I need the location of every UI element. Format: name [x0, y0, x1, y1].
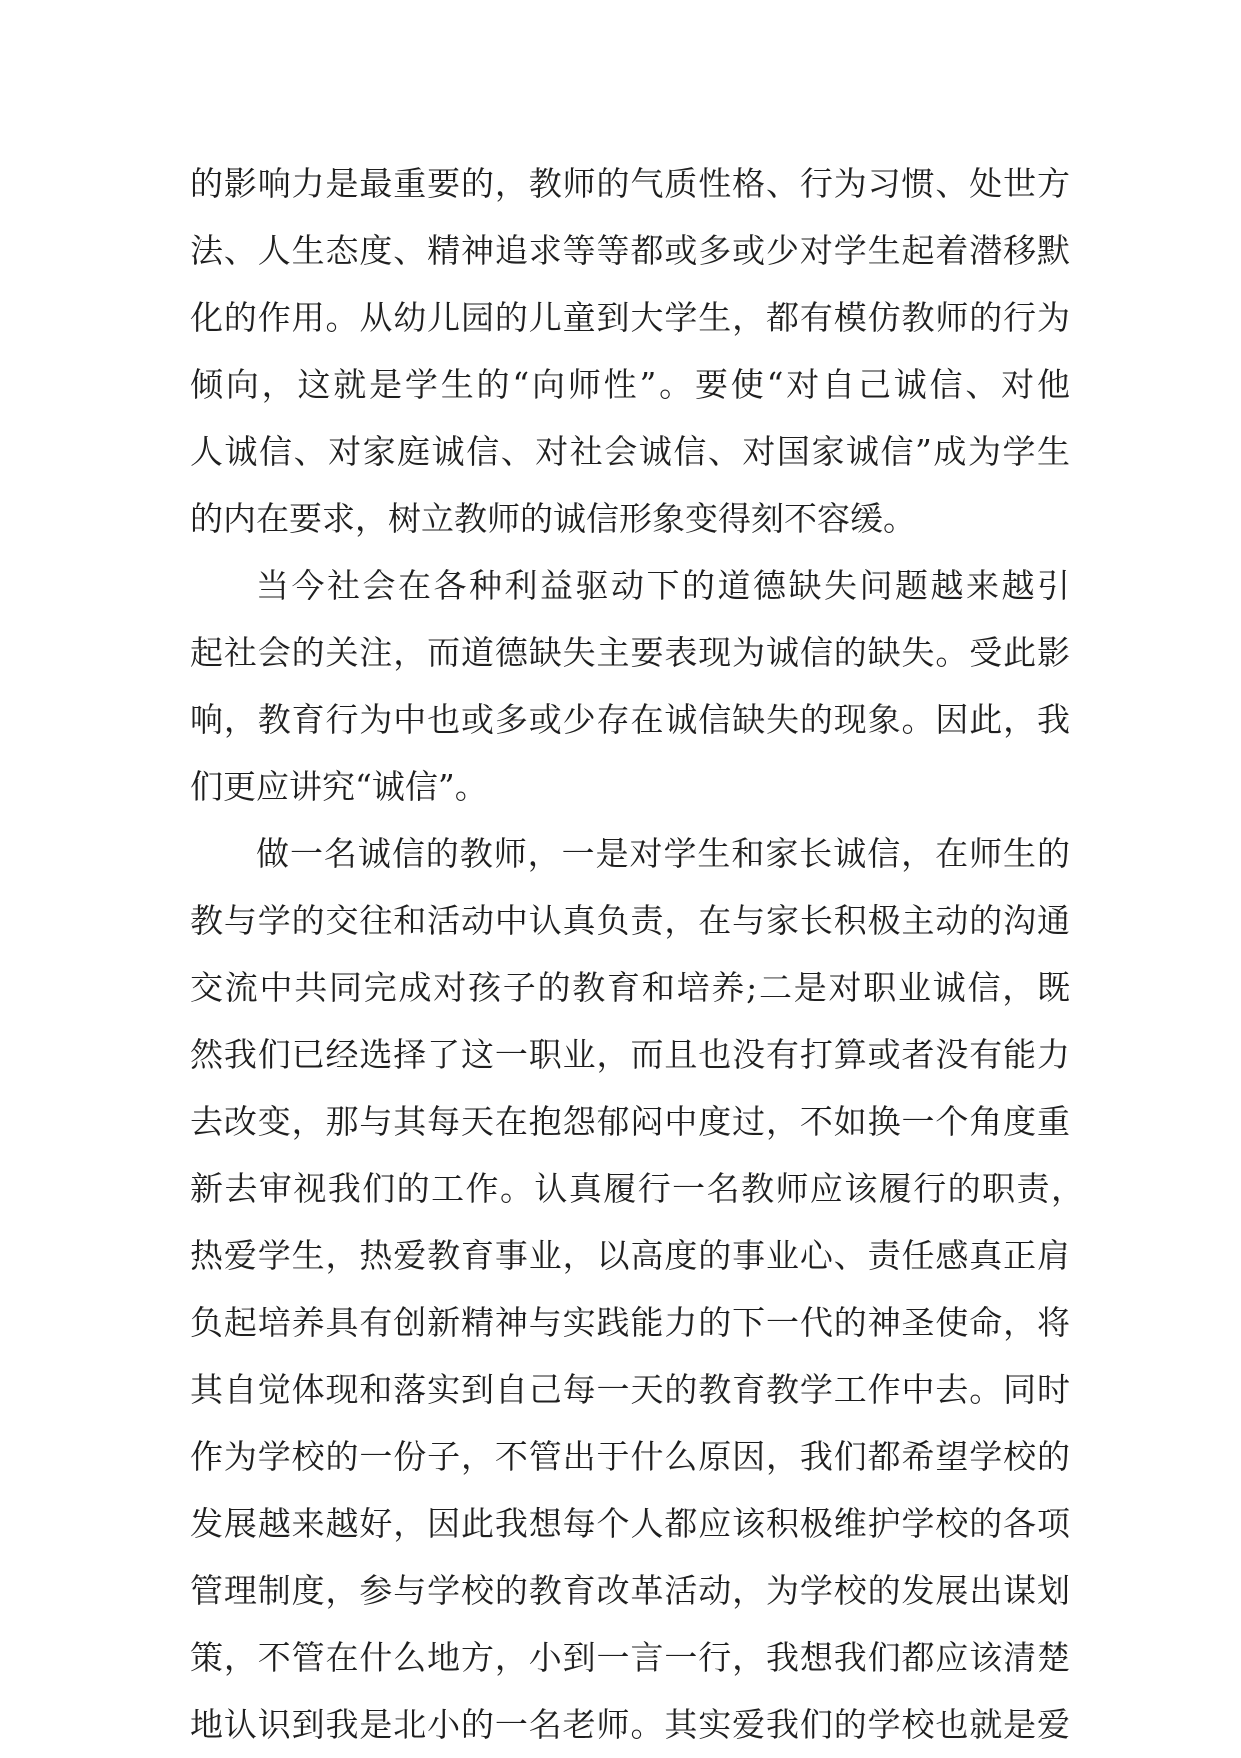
text-line: 去改变，那与其每天在抱怨郁闷中度过，不如换一个角度重 [190, 1102, 1070, 1141]
text-line: 起社会的关注，而道德缺失主要表现为诚信的缺失。受此影 [190, 633, 1070, 672]
text-line: 负起培养具有创新精神与实践能力的下一代的神圣使命，将 [190, 1303, 1070, 1342]
text-line: 人诚信、对家庭诚信、对社会诚信、对国家诚信”成为学生 [190, 432, 1070, 471]
text-line: 热爱学生，热爱教育事业，以高度的事业心、责任感真正肩 [190, 1236, 1070, 1275]
text-line: 倾向，这就是学生的“向师性”。要使“对自己诚信、对他 [190, 365, 1070, 404]
text-line: 当今社会在各种利益驱动下的道德缺失问题越来越引 [256, 566, 1070, 605]
text-line: 法、人生态度、精神追求等等都或多或少对学生起着潜移默 [190, 231, 1070, 270]
text-line: 其自觉体现和落实到自己每一天的教育教学工作中去。同时 [190, 1370, 1070, 1409]
text-line: 策，不管在什么地方，小到一言一行，我想我们都应该清楚 [190, 1638, 1070, 1677]
text-line: 地认识到我是北小的一名老师。其实爱我们的学校也就是爱 [190, 1705, 1070, 1744]
text-line: 然我们已经选择了这一职业，而且也没有打算或者没有能力 [190, 1035, 1070, 1074]
text-line: 管理制度，参与学校的教育改革活动，为学校的发展出谋划 [190, 1571, 1070, 1610]
text-line: 教与学的交往和活动中认真负责，在与家长积极主动的沟通 [190, 901, 1070, 940]
text-line: 新去审视我们的工作。认真履行一名教师应该履行的职责， [190, 1169, 1084, 1208]
text-line: 作为学校的一份子，不管出于什么原因，我们都希望学校的 [190, 1437, 1070, 1476]
text-line: 发展越来越好，因此我想每个人都应该积极维护学校的各项 [190, 1504, 1070, 1543]
text-line: 化的作用。从幼儿园的儿童到大学生，都有模仿教师的行为 [190, 298, 1070, 337]
body-text [190, 150, 1084, 1758]
text-line: 交流中共同完成对孩子的教育和培养;二是对职业诚信，既 [190, 968, 1070, 1007]
text-line: 响，教育行为中也或多或少存在诚信缺失的现象。因此，我 [190, 700, 1070, 739]
text-line: 们更应讲究“诚信”。 [190, 767, 488, 806]
text-line: 的内在要求，树立教师的诚信形象变得刻不容缓。 [190, 499, 916, 538]
text-line: 的影响力是最重要的，教师的气质性格、行为习惯、处世方 [190, 164, 1070, 203]
text-line: 做一名诚信的教师，一是对学生和家长诚信，在师生的 [256, 834, 1070, 873]
